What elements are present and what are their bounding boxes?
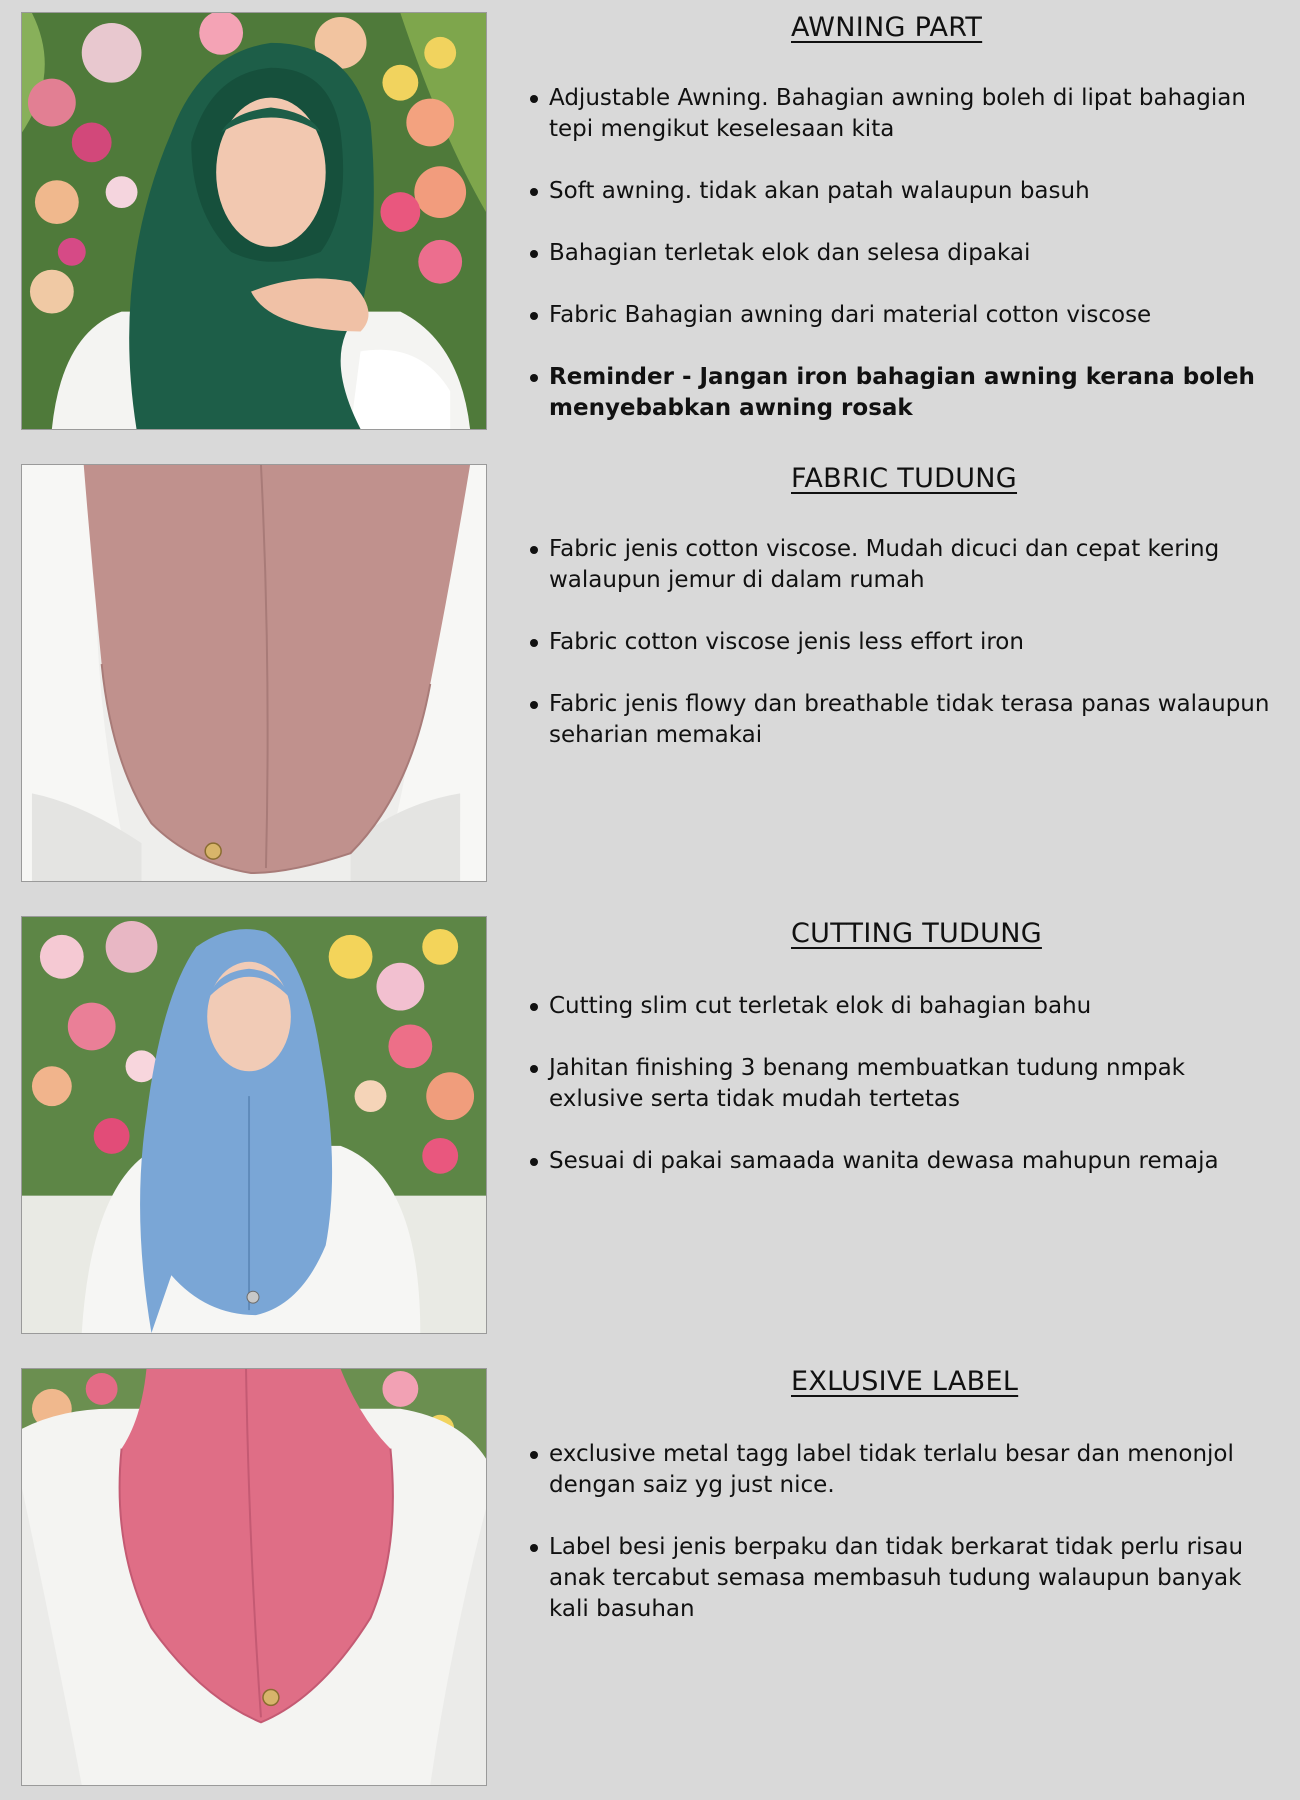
list-item: Fabric Bahagian awning dari material cotton viscose bbox=[549, 300, 1279, 331]
list-item: Label besi jenis berpaku dan tidak berkarat tidak perlu risau anak tercabut semasa membasuh tudung walaupun banyak kali basuhan bbox=[549, 1532, 1279, 1625]
bullet-list bbox=[530, 1439, 1279, 1656]
mauve-hijab-photo bbox=[21, 464, 487, 882]
list-item: Jahitan finishing 3 benang membuatkan tudung nmpak exlusive serta tidak mudah tertetas bbox=[549, 1053, 1279, 1115]
list-item: Soft awning. tidak akan patah walaupun basuh bbox=[549, 176, 1279, 207]
list-item: Fabric cotton viscose jenis less effort iron bbox=[549, 627, 1279, 658]
reminder-item: Reminder - Jangan iron bahagian awning kerana boleh menyebabkan awning rosak bbox=[549, 362, 1279, 424]
list-item: Fabric jenis cotton viscose. Mudah dicuci dan cepat kering walaupun jemur di dalam rumah bbox=[549, 534, 1279, 596]
blue-hijab-photo bbox=[21, 916, 487, 1334]
list-item: Sesuai di pakai samaada wanita dewasa mahupun remaja bbox=[549, 1146, 1279, 1177]
list-item: Fabric jenis flowy dan breathable tidak terasa panas walaupun seharian memakai bbox=[549, 689, 1279, 751]
bullet-list bbox=[530, 534, 1279, 782]
list-item: Cutting slim cut terletak elok di bahagian bahu bbox=[549, 991, 1279, 1022]
pink-hijab-photo bbox=[21, 1368, 487, 1786]
section-heading: CUTTING TUDUNG bbox=[791, 918, 1042, 949]
list-item: exclusive metal tagg label tidak terlalu besar dan menonjol dengan saiz yg just nice. bbox=[549, 1439, 1279, 1501]
list-item: Adjustable Awning. Bahagian awning boleh di lipat bahagian tepi mengikut keselesaan kita bbox=[549, 83, 1279, 145]
green-hijab-photo bbox=[21, 12, 487, 430]
bullet-list bbox=[530, 83, 1279, 455]
list-item: Bahagian terletak elok dan selesa dipakai bbox=[549, 238, 1279, 269]
section-heading: FABRIC TUDUNG bbox=[791, 463, 1018, 494]
bullet-list bbox=[530, 991, 1279, 1208]
section-heading: AWNING PART bbox=[791, 12, 983, 43]
section-heading: EXLUSIVE LABEL bbox=[791, 1366, 1019, 1397]
